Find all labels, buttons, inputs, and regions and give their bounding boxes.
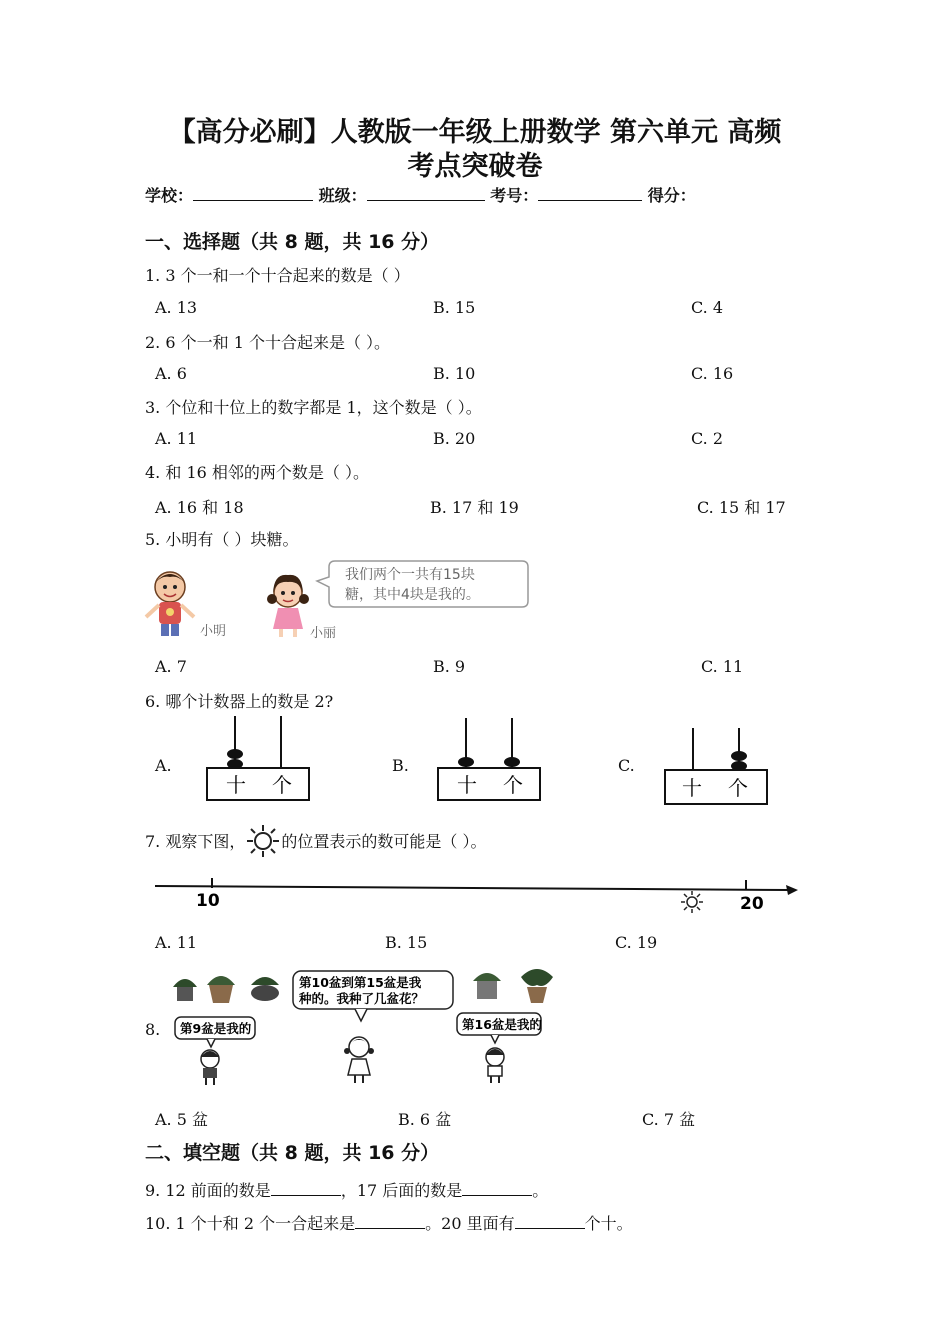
q5-option-a[interactable]: A. 7 <box>155 657 187 676</box>
question-4: 4. 和 16 相邻的两个数是（ ）。 <box>145 463 369 482</box>
flower-pots-right <box>473 969 553 1003</box>
q4-option-b[interactable]: B. 17 和 19 <box>430 498 519 517</box>
abacus-b-ones-label: 个 <box>503 773 523 797</box>
q9-blank-2[interactable] <box>462 1181 532 1196</box>
number-label: 考号： <box>490 186 539 205</box>
q3-option-a[interactable]: A. 11 <box>155 429 198 448</box>
info-line <box>145 183 696 206</box>
q7-option-a[interactable]: A. 11 <box>155 933 198 952</box>
school-blank[interactable] <box>193 185 313 201</box>
q10-text-3: 个十。 <box>584 1214 633 1233</box>
q1-option-a[interactable]: A. 13 <box>155 298 198 317</box>
q1-option-b[interactable]: B. 15 <box>433 298 476 317</box>
abacus-c-tens-label: 十 <box>682 776 702 800</box>
boy-name: 小明 <box>200 624 227 639</box>
q4-option-c[interactable]: C. 15 和 17 <box>697 498 786 517</box>
abacus-a-tens-label: 十 <box>226 773 246 797</box>
q3-option-b[interactable]: B. 20 <box>433 429 476 448</box>
q6-abacus-a[interactable] <box>205 716 311 804</box>
flower-pots-left <box>173 976 279 1003</box>
question-8-label: 8. <box>145 1020 161 1039</box>
q5-bubble-line-2: 糖，其中4块是我的。 <box>345 587 480 603</box>
q8-option-b[interactable]: B. 6 盆 <box>398 1110 452 1129</box>
q8-option-c[interactable]: C. 7 盆 <box>642 1110 696 1129</box>
question-3: 3. 个位和十位上的数字都是 1，这个数是（ ）。 <box>145 398 482 417</box>
q5-bubble-line-1: 我们两个一共有15块 <box>345 567 475 583</box>
q5-illustration <box>140 555 540 645</box>
q7-number-line <box>150 866 800 916</box>
q10-blank-2[interactable] <box>515 1214 585 1229</box>
boy-figure <box>146 572 194 636</box>
school-label: 学校： <box>145 186 194 205</box>
score-label: 得分： <box>647 186 696 205</box>
q10-text-1: 10. 1 个十和 2 个一合起来是 <box>145 1214 356 1233</box>
kid-left <box>201 1050 219 1085</box>
q6-option-a[interactable]: A. <box>155 756 172 775</box>
question-1: 1. 3 个一和一个十合起来的数是（ ） <box>145 266 410 285</box>
q8-illustration <box>165 963 575 1088</box>
tick-label-20: 20 <box>740 894 764 914</box>
q6-option-b[interactable]: B. <box>392 756 409 775</box>
question-7 <box>145 829 486 853</box>
q1-option-c[interactable]: C. 4 <box>691 298 724 317</box>
question-6: 6. 哪个计数器上的数是 2? <box>145 692 334 711</box>
girl-figure <box>267 575 309 637</box>
abacus-c-ones-label: 个 <box>728 776 748 800</box>
q6-abacus-b[interactable] <box>436 716 542 804</box>
q9-blank-1[interactable] <box>271 1181 341 1196</box>
girl-name: 小丽 <box>310 626 337 641</box>
q2-option-b[interactable]: B. 10 <box>433 364 476 383</box>
q3-option-c[interactable]: C. 2 <box>691 429 724 448</box>
q5-option-c[interactable]: C. 11 <box>701 657 744 676</box>
question-9 <box>145 1178 548 1201</box>
q4-option-a[interactable]: A. 16 和 18 <box>155 498 244 517</box>
question-10 <box>145 1211 633 1234</box>
question-2: 2. 6 个一和 1 个十合起来是（ ）。 <box>145 333 391 352</box>
number-blank[interactable] <box>538 185 642 201</box>
q6-option-c[interactable]: C. <box>618 756 635 775</box>
abacus-b-tens-label: 十 <box>457 773 477 797</box>
q8-bubble-middle-line-1: 第10盆到第15盆是我 <box>299 975 422 990</box>
q7-text-before: 7. 观察下图， <box>145 832 246 851</box>
kid-middle <box>344 1037 374 1083</box>
q7-text-after: 的位置表示的数可能是（ ）。 <box>281 832 487 851</box>
q2-option-c[interactable]: C. 16 <box>691 364 734 383</box>
q7-option-c[interactable]: C. 19 <box>615 933 658 952</box>
page-title-line-2: 考点突破卷 <box>407 151 543 182</box>
q8-bubble-middle-line-2: 种的。我种了几盆花？ <box>299 991 425 1006</box>
class-label: 班级： <box>318 186 367 205</box>
q8-bubble-left-text: 第9盆是我的 <box>180 1021 252 1036</box>
q9-text-2: ，17 后面的数是 <box>340 1181 463 1200</box>
sun-icon <box>245 833 281 853</box>
q2-option-a[interactable]: A. 6 <box>155 364 187 383</box>
q8-bubble-right-text: 第16盆是我的 <box>462 1017 542 1032</box>
q6-abacus-c[interactable] <box>663 728 769 808</box>
section-2-heading: 二、填空题（共 8 题，共 16 分） <box>145 1142 440 1164</box>
q8-option-a[interactable]: A. 5 盆 <box>155 1110 208 1129</box>
tick-label-10: 10 <box>196 891 220 911</box>
q10-blank-1[interactable] <box>355 1214 425 1229</box>
section-1-heading: 一、选择题（共 8 题，共 16 分） <box>145 231 440 253</box>
kid-right <box>486 1048 504 1083</box>
q9-text-1: 9. 12 前面的数是 <box>145 1181 271 1200</box>
class-blank[interactable] <box>367 185 485 201</box>
q10-text-2: 。20 里面有 <box>425 1214 515 1233</box>
q9-text-3: 。 <box>532 1181 549 1200</box>
question-5: 5. 小明有（ ）块糖。 <box>145 530 299 549</box>
abacus-a-ones-label: 个 <box>272 773 292 797</box>
q7-option-b[interactable]: B. 15 <box>385 933 428 952</box>
page-title-line-1: 【高分必刷】人教版一年级上册数学 第六单元 高频 <box>168 117 782 148</box>
number-line-sun-icon <box>681 891 703 913</box>
q5-option-b[interactable]: B. 9 <box>433 657 466 676</box>
